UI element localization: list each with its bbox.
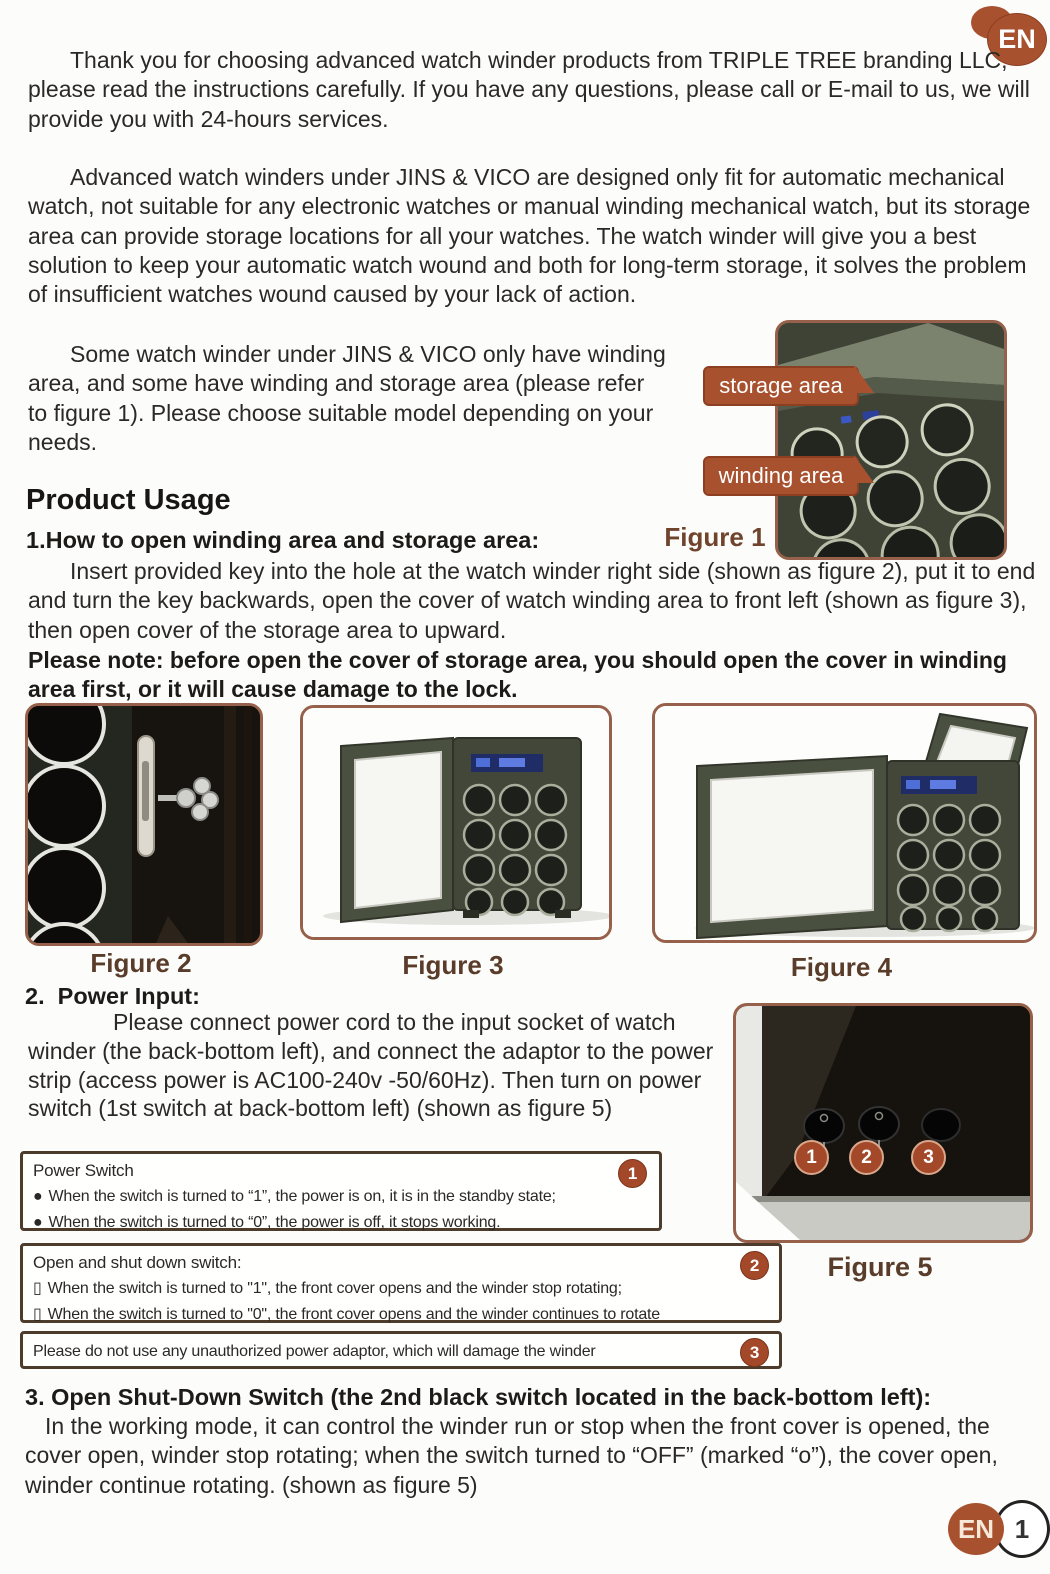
figure3-caption: Figure 3 (402, 950, 504, 980)
checkbox-icon: ▯ (33, 1306, 42, 1323)
open-note: Please note: before open the cover of storage area, you should open the cover in winding area first, or it will cause damage to the lock. (28, 647, 1007, 703)
figure1-caption: Figure 1 (664, 522, 766, 552)
info-box-title: Open and shut down switch: (33, 1253, 242, 1272)
key-in-lock-photo-graphic (28, 706, 260, 943)
figure3-photo (300, 705, 612, 940)
about-paragraph: Advanced watch winders under JINS & VICO are designed only fit for automatic mechanical watch, not suitable for any electronic watches or manual winding mechanical watch, but its storage area can provide storage locations for all your watches. The watch winder will give you a best solution to keep your automatic watch wound and both for long-term storage, it solves the problem of insufficient watches wound caused by your lack of action. (28, 164, 1031, 308)
how-to-open-title: 1.How to open winding area and storage area: (26, 527, 540, 553)
checkbox-icon: ▯ (33, 1280, 42, 1297)
switch2-number-badge: 2 (849, 1140, 884, 1175)
info-box-line (33, 1276, 769, 1302)
footer-language-badge: EN (948, 1503, 1004, 1555)
winding-area-callout: winding area (703, 456, 859, 496)
info-box-line-text: When the switch is turned to “1”, the power is on, it is in the standby state; (48, 1188, 556, 1205)
figure1-photo (775, 320, 1007, 560)
figure5-photo (733, 1003, 1033, 1243)
info-box-number-badge: 1 (618, 1159, 647, 1188)
language-badge-icon: EN (987, 13, 1047, 66)
bullet-icon: ● (33, 1214, 43, 1231)
storage-area-callout: storage area (703, 366, 859, 406)
power-input-title: 2. Power Input: (25, 983, 200, 1009)
info-box-line-text: When the switch is turned to "0", the front cover opens and the winder continues to rotate (47, 1306, 660, 1323)
winder-open-door-photo-graphic (303, 708, 609, 937)
how-to-open-body: Insert provided key into the hole at the watch winder right side (shown as figure 2), put it to end and turn the key backwards, open the cover of watch winding area to front left (shown as figure 3), then open cover of the storage area to upward. (28, 558, 1036, 643)
page-number: 1 (994, 1500, 1050, 1558)
figure2-photo (25, 703, 263, 946)
bullet-icon: ● (33, 1188, 43, 1205)
info-box-line (33, 1184, 649, 1210)
info-box-number-badge: 2 (740, 1251, 769, 1280)
models-paragraph: Some watch winder under JINS & VICO only have winding area, and some have winding and storage area (please refer to figure 1). Please choose suitable model depending on your needs. (28, 341, 666, 455)
section3-title: 3. Open Shut-Down Switch (the 2nd black switch located in the back-bottom left): (25, 1384, 932, 1410)
adaptor-warning-box (20, 1331, 782, 1369)
info-box-number-badge: 3 (740, 1338, 769, 1367)
section3-body: In the working mode, it can control the winder run or stop when the front cover is opened, the cover open, winder stop rotating; when the switch turned to “OFF” (marked “o”), the cover open, winder continue rotating. (shown as figure 5) (25, 1413, 998, 1498)
winder-open-door-and-lid-photo-graphic (655, 706, 1034, 940)
figure4-photo (652, 703, 1037, 943)
info-box-line (33, 1302, 769, 1328)
watch-winder-photo-graphic (778, 323, 1004, 557)
info-box-line-text: When the switch is turned to "1", the front cover opens and the winder stop rotating; (47, 1280, 622, 1297)
info-box-line (33, 1210, 649, 1236)
info-box-line: Please do not use any unauthorized power adaptor, which will damage the winder (33, 1343, 596, 1360)
info-box-title: Power Switch (33, 1161, 134, 1180)
figure5-caption: Figure 5 (827, 1252, 933, 1282)
switch1-number-badge: 1 (794, 1140, 829, 1175)
figure2-caption: Figure 2 (90, 948, 192, 978)
switch3-number-badge: 3 (911, 1140, 946, 1175)
power-switch-info-box (20, 1151, 662, 1231)
page-number-badge (948, 1498, 1048, 1558)
back-switches-photo-graphic (736, 1006, 1030, 1240)
info-box-line-text: When the switch is turned to “0”, the power is off, it stops working. (48, 1214, 501, 1231)
open-shutdown-info-box (20, 1243, 782, 1323)
figure4-caption: Figure 4 (790, 952, 893, 982)
power-input-body: Please connect power cord to the input socket of watch winder (the back-bottom left), and connect the adaptor to the power strip (access power is AC100-240v -50/60Hz). Then turn on power switch (1st switch at back-bottom left) (shown as figure 5) (28, 1009, 714, 1122)
intro-paragraph: Thank you for choosing advanced watch winder products from TRIPLE TREE branding LLC, please read the instructions carefully. If you have any questions, please call or E-mail to us, we will provide you with 24-hours services. (28, 47, 1030, 132)
product-usage-heading: Product Usage (26, 484, 231, 516)
